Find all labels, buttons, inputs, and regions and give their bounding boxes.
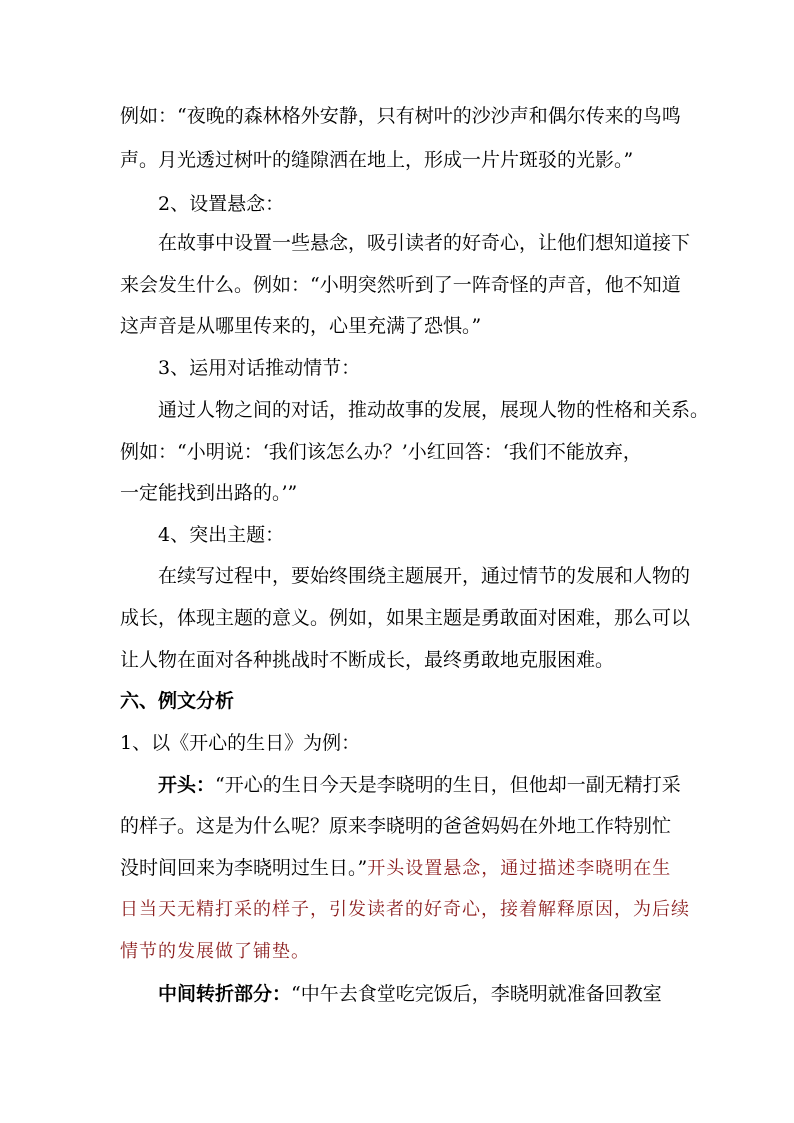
paragraph-line: 这声音是从哪里传来的，心里充满了恐惧。” xyxy=(120,315,482,337)
paragraph-line: 声。月光透过树叶的缝隙洒在地上，形成一片片斑驳的光影。” xyxy=(120,149,634,171)
middle-line xyxy=(158,982,662,1006)
opening-text: “开心的生日今天是李晓明的生日，但他却一副无精打采 xyxy=(215,774,681,796)
opening-label: 开头： xyxy=(158,774,216,796)
paragraph-line: 例如：“夜晚的森林格外安静，只有树叶的沙沙声和偶尔传来的鸟鸣 xyxy=(120,105,681,127)
example-title: 1、以《开心的生日》为例： xyxy=(120,732,361,754)
paragraph-line: 一定能找到出路的。’” xyxy=(120,482,298,504)
annotation-line: 情节的发展做了铺垫。 xyxy=(120,941,310,962)
annotation-text: 开头设置悬念，通过描述李晓明在生 xyxy=(367,858,672,879)
middle-text: “中午去食堂吃完饭后，李晓明就准备回教室 xyxy=(291,983,662,1005)
middle-label: 中间转折部分： xyxy=(158,983,292,1005)
paragraph-line: 来会发生什么。例如：“小明突然听到了一阵奇怪的声音，他不知道 xyxy=(120,274,681,296)
paragraph-line: 例如：“小明说：‘我们该怎么办？’小红回答：‘我们不能放弃， xyxy=(120,441,642,463)
paragraph-line: 让人物在面对各种挑战时不断成长，最终勇敢地克服困难。 xyxy=(120,649,615,671)
opening-line-3 xyxy=(120,856,671,881)
subheading-3: 3、运用对话推动情节： xyxy=(158,357,361,379)
paragraph-line: 的样子。这是为什么呢？原来李晓明的爸爸妈妈在外地工作特别忙 xyxy=(120,815,672,837)
section-heading: 六、例文分析 xyxy=(120,690,235,712)
paragraph-line: 在续写过程中，要始终围绕主题展开，通过情节的发展和人物的 xyxy=(158,565,691,587)
opening-text: 没时间回来为李晓明过生日。” xyxy=(120,857,368,879)
paragraph-line: 成长，体现主题的意义。例如，如果主题是勇敢面对困难，那么可以 xyxy=(120,607,691,629)
subheading-4: 4、突出主题： xyxy=(158,524,285,546)
annotation-line: 日当天无精打采的样子，引发读者的好奇心，接着解释原因，为后续 xyxy=(120,899,690,920)
opening-line xyxy=(158,773,681,797)
paragraph-line: 通过人物之间的对话，推动故事的发展，展现人物的性格和关系。 xyxy=(158,399,710,421)
paragraph-line: 在故事中设置一些悬念，吸引读者的好奇心，让他们想知道接下 xyxy=(158,232,691,254)
subheading-2: 2、设置悬念： xyxy=(158,193,285,215)
